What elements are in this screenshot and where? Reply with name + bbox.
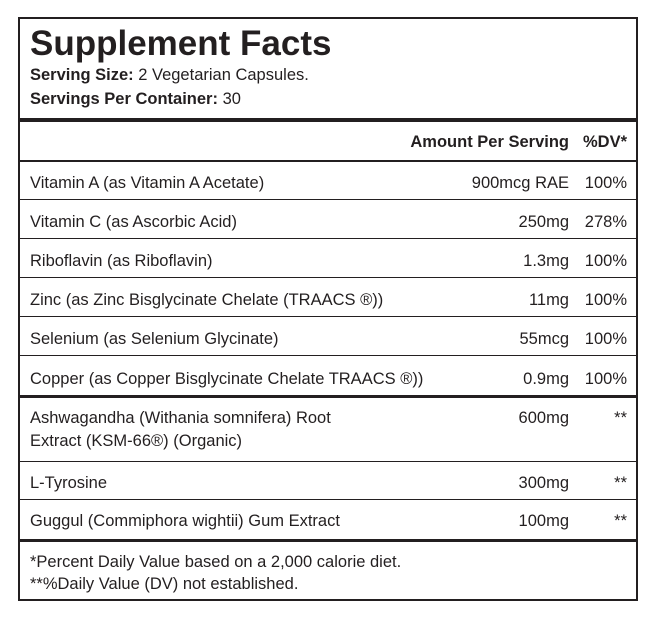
divider [20, 199, 636, 200]
panel-title: Supplement Facts [30, 24, 332, 63]
ingredient-name: Guggul (Commiphora wightii) Gum Extract [30, 512, 340, 530]
nutrient-dv: 100% [584, 174, 627, 192]
ingredient-name: L-Tyrosine [30, 474, 108, 492]
thick-divider [20, 539, 636, 542]
amount-header: Amount Per Serving [410, 133, 569, 151]
dv-header: %DV* [582, 133, 627, 151]
divider [20, 499, 636, 500]
footnote-dv: *Percent Daily Value based on a 2,000 calorie diet. [30, 553, 402, 571]
nutrient-amount: 55mcg [519, 330, 569, 348]
nutrient-name: Copper (as Copper Bisglycinate Chelate TRAACS ®)) [30, 370, 424, 388]
nutrient-dv: 100% [584, 252, 627, 270]
servings-per-container [30, 89, 241, 109]
ingredient-amount: 100mg [518, 512, 569, 530]
divider [20, 238, 636, 239]
nutrient-dv: 278% [584, 213, 627, 231]
ingredient-name-line2: Extract (KSM-66®) (Organic) [30, 432, 243, 450]
divider [20, 316, 636, 317]
ingredient-amount: 300mg [518, 474, 569, 492]
supplement-facts-panel [18, 17, 638, 601]
ingredient-dv: ** [614, 474, 627, 492]
thick-divider [20, 395, 636, 398]
nutrient-name: Vitamin A (as Vitamin A Acetate) [30, 174, 265, 192]
nutrient-amount: 0.9mg [523, 370, 569, 388]
thick-divider [20, 118, 636, 122]
footnote-not-established: **%Daily Value (DV) not established. [30, 575, 299, 593]
nutrient-name: Vitamin C (as Ascorbic Acid) [30, 213, 237, 231]
divider [20, 277, 636, 278]
nutrient-amount: 900mcg RAE [471, 174, 569, 192]
ingredient-amount: 600mg [518, 409, 569, 427]
nutrient-dv: 100% [584, 291, 627, 309]
nutrient-amount: 11mg [528, 291, 569, 309]
servings-per-container-value: 30 [222, 90, 241, 108]
ingredient-name-line1: Ashwagandha (Withania somnifera) Root [30, 409, 331, 427]
nutrient-name: Selenium (as Selenium Glycinate) [30, 330, 279, 348]
serving-size-value: 2 Vegetarian Capsules. [138, 66, 309, 84]
serving-size-label: Serving Size: [30, 66, 134, 84]
divider [20, 160, 636, 162]
nutrient-name: Riboflavin (as Riboflavin) [30, 252, 213, 270]
nutrient-amount: 250mg [518, 213, 569, 231]
nutrient-name: Zinc (as Zinc Bisglycinate Chelate (TRAACS ®)) [30, 291, 384, 309]
serving-size [30, 65, 309, 85]
nutrient-amount: 1.3mg [523, 252, 569, 270]
nutrient-dv: 100% [584, 370, 627, 388]
divider [20, 461, 636, 462]
ingredient-dv: ** [614, 512, 627, 530]
ingredient-dv: ** [614, 409, 627, 427]
nutrient-dv: 100% [584, 330, 627, 348]
servings-per-container-label: Servings Per Container: [30, 90, 218, 108]
divider [20, 355, 636, 356]
